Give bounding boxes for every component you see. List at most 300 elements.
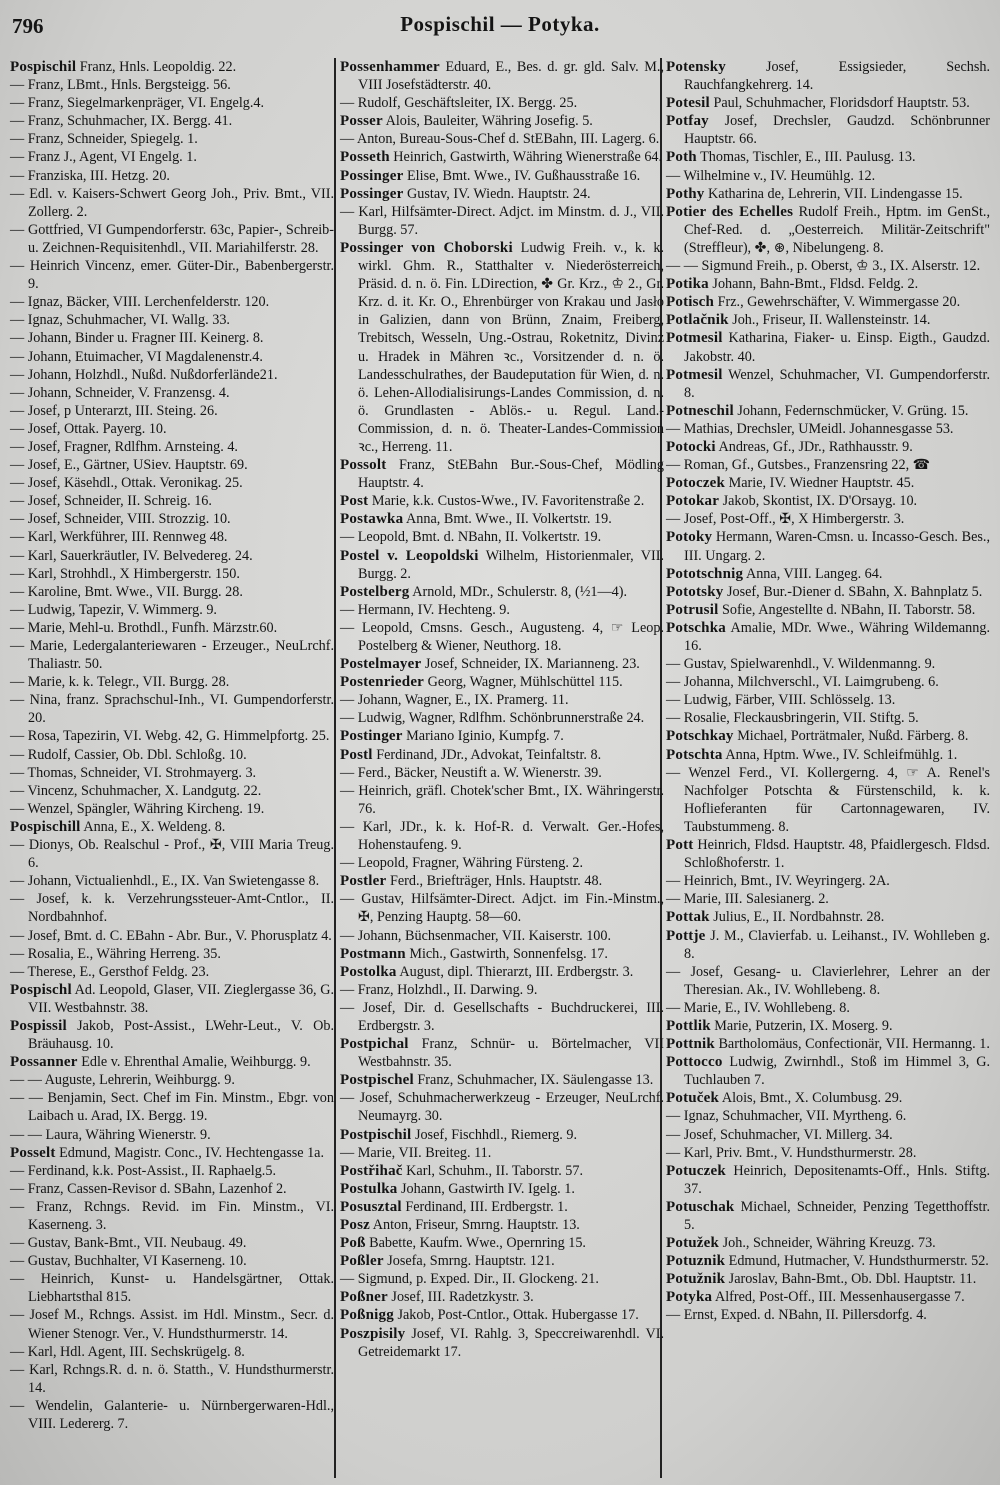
entry-details: — Dionys, Ob. Realschul - Prof., ✠, VIII Maria Treug. 6. [10, 837, 334, 872]
directory-entry [10, 148, 334, 166]
directory-entry [340, 510, 664, 528]
entry-details: — Marie, VII. Breiteg. 11. [340, 1144, 492, 1161]
entry-details: Joh., Schneider, Währing Kreuzg. 73. [719, 1235, 936, 1252]
entry-details: Michael, Schneider, Penzing Tegetthoffstr. 5. [684, 1198, 990, 1233]
entry-details: Bartholomäus, Confectionär, VII. Hermanng. 1. [714, 1036, 990, 1053]
directory-entry [340, 203, 664, 239]
directory-entry [10, 456, 334, 474]
entry-details: Josef, Essigsieder, Sechsh. Rauchfangkehrerg. 14. [684, 59, 990, 94]
entry-details: Georg, Wagner, Mühlschüttel 115. [424, 674, 623, 691]
entry-details: Josef, Fischhdl., Riemerg. 9. [411, 1126, 578, 1143]
directory-entry [10, 311, 334, 329]
entry-details: Heinrich, Fldsd. Hauptstr. 48, Pfaidlergesch. Fldsd. Schloßhoferstr. 1. [684, 837, 990, 872]
entry-surname: Potier des Echelles [666, 203, 794, 220]
entry-surname: Pottje [666, 927, 706, 944]
entry-details: — Karl, Sauerkräutler, IV. Belvedereg. 24. [10, 547, 253, 564]
directory-entry [340, 1306, 664, 1324]
directory-entry [340, 1035, 664, 1071]
entry-details: Amalie, MDr. Wwe., Währing Wildemanng. 16. [684, 619, 990, 654]
directory-entry [340, 727, 664, 745]
directory-entry [666, 58, 990, 94]
column-1 [10, 58, 334, 1433]
entry-details: — Johann, Wagner, E., IX. Pramerg. 11. [340, 692, 569, 709]
entry-details: — Josef, Schneider, VIII. Strozzig. 10. [10, 511, 231, 528]
entry-surname: Postel v. Leopoldski [340, 547, 479, 564]
entry-details: — Karl, Strohhdl., X Himbergerstr. 150. [10, 565, 240, 582]
directory-entry [666, 890, 990, 908]
entry-details: — — Sigmund Freih., p. Oberst, ♔ 3., IX. Alserstr. 12. [666, 258, 981, 275]
directory-entry [10, 94, 334, 112]
entry-details: — Josef, Ottak. Payerg. 10. [10, 420, 167, 437]
directory-entry [340, 854, 664, 872]
entry-details: — Josef, Post-Off., ✠, X Himbergerstr. 3. [666, 511, 905, 528]
entry-surname: Poszpisily [340, 1325, 406, 1342]
directory-entry [666, 1306, 990, 1324]
entry-details: — Heinrich, gräfl. Chotek'scher Bmt., IX. Währingerstr. 76. [340, 782, 664, 817]
entry-details: Heinrich, Gastwirth, Währing Wienerstraße 64. [389, 149, 663, 166]
directory-entry [10, 528, 334, 546]
entry-details: Josef, Drechsler, Gaudzd. Schönbrunner Hauptstr. 66. [684, 113, 990, 148]
entry-details: — Wenzel, Spängler, Währing Kircheng. 19. [10, 800, 265, 817]
directory-entry [666, 1089, 990, 1107]
directory-entry [10, 1162, 334, 1180]
directory-entry [666, 1126, 990, 1144]
entry-details: — Marie, Ledergalanteriewaren - Erzeuger., NeuLrchf. Thaliastr. 50. [10, 638, 334, 673]
directory-entry [10, 58, 334, 76]
directory-entry [10, 1343, 334, 1361]
directory-entry [340, 1198, 664, 1216]
directory-entry [340, 999, 664, 1035]
directory-entry [666, 528, 990, 564]
entry-surname: Possinger [340, 167, 404, 184]
running-title: Pospischil — Potyka. [400, 12, 600, 36]
entry-details: — Gustav, Bank-Bmt., VII. Neubaug. 49. [10, 1235, 247, 1252]
entry-surname: Pottlik [666, 1017, 711, 1034]
directory-entry [666, 908, 990, 926]
entry-details: Jakob, Skontist, IX. D'Orsayg. 10. [719, 493, 918, 510]
entry-details: — Ludwig, Wagner, Rdlfhm. Schönbrunnerstraße 24. [340, 710, 645, 727]
entry-details: Sofie, Angestellte d. NBahn, II. Taborstr. 58. [718, 601, 976, 618]
entry-surname: Postler [340, 873, 387, 890]
directory-entry [340, 890, 664, 926]
directory-entry [10, 185, 334, 221]
directory-entry [10, 420, 334, 438]
entry-surname: Postulka [340, 1180, 398, 1197]
entry-surname: Potoky [666, 529, 713, 546]
directory-entry [340, 619, 664, 655]
entry-details: Hermann, Waren-Cmsn. u. Incasso-Gesch. Bes., III. Ungarg. 2. [684, 529, 990, 564]
directory-entry [666, 148, 990, 166]
directory-entry [666, 764, 990, 836]
entry-details: Alois, Bmt., X. Columbusg. 29. [719, 1090, 903, 1107]
entry-details: — Josef, p Unterarzt, III. Steing. 26. [10, 402, 218, 419]
directory-entry [666, 438, 990, 456]
entry-details: Ludwig Freih. v., k. k. wirkl. Ghm. R., Statthalter v. Niederösterreich, Präsid. d. n. ö. Fin. LDirection, ✤ Gr. Krz., ♔ 2., Gr. Krz. d. it. Kr. O., Ehrenbürger von Krakau und Jasło in Galizien, dann von Brünn, Znaim, Freiberg, Trebitsch, Wesseln, Ung.-Ostrau, Roketnitz, Divinz u. Hradek in Mähren ꝛc., Vorsitzender d. n. ö. Landesschulrathes, der Baudeputation für Wien, d. n. ö. Lehen-Allodialisirungs-Landes Commission, d. n. ö. Grundlasten - Ablös.- u. Regul. Land.-Commission, d. n. ö. Theater-Landes-Commission ꝛc., Herreng. 11. [358, 239, 664, 455]
directory-entry [10, 981, 334, 1017]
directory-entry [340, 528, 664, 546]
entry-surname: Postinger [340, 728, 403, 745]
directory-entry [340, 709, 664, 727]
entry-surname: Potschkay [666, 728, 734, 745]
entry-details: — Karl, Werkführer, III. Rennweg 48. [10, 529, 228, 546]
entry-details: Josef, Schneider, IX. Marianneng. 23. [421, 656, 640, 673]
directory-entry [10, 583, 334, 601]
directory-entry [666, 1035, 990, 1053]
entry-surname: Postřihač [340, 1162, 403, 1179]
directory-entry [340, 239, 664, 456]
entry-details: J. M., Clavierfab. u. Leihanst., IV. Wohlleben g. 8. [684, 927, 990, 962]
directory-entry [666, 293, 990, 311]
directory-entry [666, 927, 990, 963]
directory-entry [10, 673, 334, 691]
directory-entry [10, 764, 334, 782]
directory-entry [340, 1252, 664, 1270]
entry-details: August, dipl. Thierarzt, III. Erdbergstr. 3. [396, 963, 634, 980]
directory-entry [10, 1126, 334, 1144]
directory-entry [10, 1017, 334, 1053]
directory-entry [340, 872, 664, 890]
entry-surname: Posz [340, 1217, 370, 1233]
entry-details: Eduard, E., Bes. d. gr. gld. Salv. M., VIII Josefstädterstr. 40. [358, 59, 664, 94]
entry-surname: Postpischel [340, 1072, 414, 1089]
entry-details: Julius, E., II. Nordbahnstr. 28. [709, 909, 885, 926]
entry-surname: Potmesil [666, 330, 723, 347]
entry-details: — Gustav, Spielwarenhdl., V. Wildenmanng. 9. [666, 656, 936, 673]
directory-entry [340, 655, 664, 673]
entry-details: Elise, Bmt. Wwe., IV. Gußhausstraße 16. [403, 167, 641, 184]
entry-details: — Ignaz, Bäcker, VIII. Lerchenfelderstr. 120. [10, 294, 270, 311]
directory-entry [666, 872, 990, 890]
entry-surname: Posusztal [340, 1198, 402, 1215]
entry-surname: Pospischil [10, 59, 77, 75]
directory-entry [340, 130, 664, 148]
entry-details: — Josef, k. k. Verzehrungssteuer-Amt-Cntlor., II. Nordbahnhof. [10, 891, 334, 926]
entry-details: Anna, Hptm. Wwe., IV. Schleifmühlg. 1. [722, 746, 958, 763]
entry-details: Joh., Friseur, II. Wallensteinstr. 14. [728, 312, 931, 329]
directory-entry [666, 1252, 990, 1270]
entry-details: — Johann, Schneider, V. Franzensg. 4. [10, 384, 230, 401]
entry-details: — Heinrich, Kunst- u. Handelsgärtner, Ottak. Liebhartsthal 815. [10, 1271, 334, 1306]
entry-details: — Josef, Fragner, Rdlfhm. Arnsteing. 4. [10, 438, 238, 455]
entry-surname: Potneschil [666, 402, 734, 419]
directory-entry [340, 1180, 664, 1198]
directory-entry [666, 257, 990, 275]
entry-details: Franz, Schuhmacher, IX. Säulengasse 13. [413, 1072, 654, 1089]
column-2 [340, 58, 664, 1361]
directory-entry [10, 1089, 334, 1125]
entry-details: Josef, VI. Rahlg. 3, Speccreiwarenhdl. VI. Getreidemarkt 17. [358, 1325, 664, 1360]
directory-entry [340, 492, 664, 510]
entry-details: Franz, StEBahn Bur.-Sous-Chef, Mödling Hauptstr. 4. [358, 457, 664, 492]
entry-details: — Marie, k. k. Telegr., VII. Burgg. 28. [10, 674, 230, 691]
entry-surname: Potužek [666, 1235, 720, 1252]
entry-details: Gustav, IV. Wiedn. Hauptstr. 24. [403, 185, 591, 202]
entry-details: Johann, Gastwirth IV. Igelg. 1. [397, 1180, 575, 1197]
entry-surname: Postolka [340, 963, 397, 980]
entry-details: — Karl, Rchngs.R. d. n. ö. Statth., V. Hundsthurmerstr. 14. [10, 1361, 334, 1396]
entry-surname: Potuznik [666, 1253, 726, 1270]
entry-surname: Potlačnik [666, 312, 729, 329]
directory-entry [340, 1126, 664, 1144]
entry-surname: Postmann [340, 945, 406, 962]
entry-details: — Anton, Bureau-Sous-Chef d. StEBahn, III. Lagerg. 6. [340, 131, 660, 148]
entry-details: — Franz, Schneider, Spiegelg. 1. [10, 131, 198, 148]
directory-entry [666, 167, 990, 185]
directory-entry [666, 1144, 990, 1162]
entry-details: — Rosalia, E., Währing Herreng. 35. [10, 945, 221, 962]
entry-surname: Poßner [340, 1289, 388, 1306]
entry-details: Michael, Porträtmaler, Nußd. Färberg. 8. [733, 728, 969, 745]
column-3 [666, 58, 990, 1325]
entry-surname: Posser [340, 113, 383, 130]
directory-entry [10, 565, 334, 583]
entry-details: Jakob, Post-Cntlor., Ottak. Hubergasse 17. [393, 1307, 639, 1324]
entry-details: — Edl. v. Kaisers-Schwert Georg Joh., Priv. Bmt., VII. Zollerg. 2. [10, 185, 334, 220]
entry-details: Alfred, Post-Off., III. Messenhausergasse 7. [712, 1289, 965, 1306]
directory-entry [10, 746, 334, 764]
entry-details: — Heinrich Vincenz, emer. Güter-Dir., Babenbergerstr. 9. [10, 258, 334, 293]
entry-details: Franz, Hnls. Leopoldig. 22. [76, 59, 237, 75]
entry-details: — Karl, Priv. Bmt., V. Hundsthurmerstr. 28. [666, 1144, 917, 1161]
directory-entry [10, 836, 334, 872]
directory-entry [666, 583, 990, 601]
entry-details: Ferdinand, JDr., Advokat, Teinfaltstr. 8. [372, 746, 602, 763]
entry-details: Jaroslav, Bahn-Bmt., Ob. Dbl. Hauptstr. 11. [725, 1271, 977, 1288]
entry-details: Marie, IV. Wiedner Hauptstr. 45. [725, 475, 915, 492]
entry-details: — Karl, Hdl. Agent, III. Sechskrügelg. 8. [10, 1343, 245, 1360]
directory-entry [666, 492, 990, 510]
entry-details: — Josef, Schuhmacher, VI. Millerg. 34. [666, 1126, 893, 1143]
directory-entry [10, 1071, 334, 1089]
directory-entry [340, 963, 664, 981]
directory-entry [666, 311, 990, 329]
entry-details: — Mathias, Drechsler, UMeidl. Johannesgasse 53. [666, 420, 954, 437]
entry-details: — Rudolf, Cassier, Ob. Dbl. Schloßg. 10. [10, 746, 247, 763]
directory-entry [340, 818, 664, 854]
directory-entry [10, 112, 334, 130]
entry-details: Franz, Schnür- u. Börtelmacher, VII Westbahnstr. 35. [358, 1036, 664, 1071]
entry-details: Katharina de, Lehrerin, VII. Lindengasse 15. [704, 185, 963, 202]
directory-entry [10, 293, 334, 311]
directory-entry [340, 112, 664, 130]
directory-entry [10, 1198, 334, 1234]
directory-entry [10, 945, 334, 963]
entry-details: — Josef, E., Gärtner, USiev. Hauptstr. 69. [10, 457, 248, 474]
entry-details: — Gustav, Hilfsämter-Direct. Adjct. im Fin.-Minstm., ✠, Penzing Hauptg. 58—60. [340, 891, 664, 926]
directory-entry [340, 1325, 664, 1361]
directory-entry [666, 1107, 990, 1125]
entry-details: — Rudolf, Geschäftsleiter, IX. Bergg. 25. [340, 95, 578, 112]
entry-details: Alois, Bauleiter, Währing Josefig. 5. [382, 113, 593, 130]
entry-details: — Leopold, Cmsns. Gesch., Augusteng. 4, ☞ Leop. Postelberg & Wiener, Neuthorg. 18. [340, 619, 664, 654]
entry-details: — Vincenz, Schuhmacher, X. Landgutg. 22. [10, 782, 262, 799]
directory-entry [340, 746, 664, 764]
directory-entry [666, 1053, 990, 1089]
entry-surname: Potmesil [666, 366, 723, 383]
directory-entry [340, 583, 664, 601]
directory-entry [666, 619, 990, 655]
directory-entry [10, 547, 334, 565]
directory-entry [666, 474, 990, 492]
entry-surname: Potika [666, 276, 709, 293]
entry-surname: Poth [666, 149, 697, 166]
directory-entry [10, 366, 334, 384]
directory-entry [666, 601, 990, 619]
entry-details: — Karl, JDr., k. k. Hof-R. d. Verwalt. Ger.-Hofes, Hohenstaufeng. 9. [340, 818, 664, 854]
entry-surname: Postawka [340, 511, 404, 528]
entry-details: — Josef, Käsehdl., Ottak. Veronikag. 25. [10, 475, 243, 492]
entry-details: Edmund, Magistr. Conc., IV. Hechtengasse 1a. [55, 1144, 325, 1161]
column-divider [334, 58, 336, 1478]
directory-entry [340, 58, 664, 94]
entry-details: Rudolf Freih., Hptm. im GenSt., Chef-Red. d. „Oesterreich. Militär-Zeitschrift" (Streffleur), ✤, ⊛, Nibelungeng. 8. [684, 203, 990, 256]
entry-details: — Franz, Rchngs. Revid. im Fin. Minstm., VI. Kaserneng. 3. [10, 1198, 334, 1233]
entry-details: — Franz J., Agent, VI Engelg. 1. [10, 149, 197, 166]
entry-surname: Possolt [340, 457, 387, 474]
entry-details: — Franz, Siegelmarkenpräger, VI. Engelg.4. [10, 95, 265, 112]
entry-details: Thomas, Tischler, E., III. Paulusg. 13. [696, 149, 916, 166]
directory-entry [340, 547, 664, 583]
directory-entry [10, 1053, 334, 1071]
directory-entry [10, 348, 334, 366]
entry-details: — — Laura, Währing Wienerstr. 9. [10, 1126, 211, 1143]
entry-surname: Poßler [340, 1253, 384, 1270]
entry-surname: Potužnik [666, 1271, 726, 1288]
directory-entry [340, 782, 664, 818]
entry-details: Ferdinand, III. Erdbergstr. 1. [401, 1198, 568, 1215]
directory-entry [340, 1288, 664, 1306]
entry-details: — Franz, Cassen-Revisor d. SBahn, Lazenhof 2. [10, 1180, 287, 1197]
directory-entry [10, 130, 334, 148]
directory-entry [666, 673, 990, 691]
entry-details: — Leopold, Bmt. d. NBahn, II. Volkertstr. 19. [340, 529, 602, 546]
entry-details: Josef, III. Radetzkystr. 3. [387, 1289, 534, 1306]
entry-surname: Potrusil [666, 601, 719, 618]
entry-surname: Posselt [10, 1144, 56, 1161]
entry-details: Marie, k.k. Custos-Wwe., IV. Favoritenstraße 2. [368, 493, 645, 510]
entry-details: — Rosalie, Fleckausbringerin, VII. Stiftg. 5. [666, 710, 919, 727]
directory-entry [10, 890, 334, 926]
directory-entry [666, 112, 990, 148]
entry-details: — Karl, Hilfsämter-Direct. Adjct. im Minstm. d. J., VII. Burgg. 57. [340, 203, 664, 238]
entry-surname: Potuczek [666, 1162, 726, 1179]
entry-details: — Gottfried, VI Gumpendorferstr. 63c, Papier-, Schreib- u. Zeichnen-Requisitenhdl., VII. Mariahilferstr. 28. [10, 221, 334, 256]
entry-details: — Heinrich, Bmt., IV. Weyringerg. 2A. [666, 873, 890, 890]
entry-details: — Johann, Binder u. Fragner III. Keinerg. 8. [10, 330, 264, 347]
directory-entry [10, 474, 334, 492]
directory-entry [666, 1017, 990, 1035]
directory-entry [10, 1252, 334, 1270]
directory-entry [340, 927, 664, 945]
entry-details: Andreas, Gf., JDr., Rathhausstr. 9. [715, 438, 913, 455]
entry-surname: Potschka [666, 619, 726, 636]
entry-details: — Franziska, III. Hetzg. 20. [10, 167, 170, 184]
directory-entry [10, 1361, 334, 1397]
directory-entry [666, 963, 990, 999]
entry-surname: Pototschnig [666, 565, 744, 582]
entry-surname: Possinger [340, 185, 404, 202]
directory-entry [10, 963, 334, 981]
entry-surname: Potisch [666, 294, 715, 311]
entry-details: — Leopold, Fragner, Währing Fürsteng. 2. [340, 855, 584, 872]
directory-entry [666, 94, 990, 112]
directory-entry [10, 782, 334, 800]
entry-surname: Possenhammer [340, 59, 440, 75]
entry-details: — Josef, Schuhmacherwerkzeug - Erzeuger, NeuLrchf. Neumayrg. 30. [340, 1090, 664, 1125]
entry-details: Marie, Putzerin, IX. Moserg. 9. [710, 1017, 893, 1034]
entry-surname: Pott [666, 837, 694, 854]
directory-entry [666, 275, 990, 293]
entry-details: Karl, Schuhm., II. Taborstr. 57. [402, 1162, 584, 1179]
entry-details: — Josef M., Rchngs. Assist. im Hdl. Minstm., Secr. d. Wiener Stenogr. Ver., V. Hundsthurmerstr. 14. [10, 1307, 334, 1342]
entry-details: Anton, Friseur, Smrng. Hauptstr. 13. [369, 1217, 580, 1233]
directory-entry [10, 438, 334, 456]
entry-details: — Ferd., Bäcker, Neustift a. W. Wienerstr. 39. [340, 764, 602, 781]
entry-details: Katharina, Fiaker- u. Einsp. Eigth., Gaudzd. Jakobstr. 40. [684, 330, 990, 365]
directory-entry [10, 329, 334, 347]
directory-entry [10, 619, 334, 637]
directory-entry [10, 727, 334, 745]
entry-details: Anna, Bmt. Wwe., II. Volkertstr. 19. [403, 511, 612, 528]
entry-surname: Potoczek [666, 475, 726, 492]
entry-details: — Josef, Schneider, II. Schreig. 16. [10, 493, 212, 510]
entry-details: Anna, E., X. Weldeng. 8. [80, 818, 226, 835]
entry-surname: Poßnigg [340, 1307, 394, 1324]
entry-details: — Josef, Gesang- u. Clavierlehrer, Lehrer an der Theresian. Ak., IV. Wohllebeng. 8. [666, 963, 990, 998]
entry-surname: Pospischl [10, 981, 72, 998]
entry-details: Anna, VIII. Langeg. 64. [743, 565, 883, 582]
directory-entry [10, 1234, 334, 1252]
entry-details: — Therese, E., Gersthof Feldg. 23. [10, 963, 210, 980]
entry-surname: Potuschak [666, 1198, 735, 1215]
entry-surname: Potesil [666, 95, 710, 112]
entry-details: Johann, Bahn-Bmt., Fldsd. Feldg. 2. [708, 276, 919, 293]
entry-surname: Poß [340, 1235, 366, 1252]
directory-entry [10, 76, 334, 94]
entry-details: — Marie, III. Salesianerg. 2. [666, 891, 829, 908]
entry-details: Ad. Leopold, Glaser, VII. Zieglergasse 36, G. VII. Westbahnstr. 38. [28, 981, 334, 1016]
entry-surname: Pottak [666, 909, 710, 926]
entry-details: — Marie, E., IV. Wohllebeng. 8. [666, 999, 850, 1016]
entry-surname: Possanner [10, 1054, 78, 1071]
directory-entry [340, 94, 664, 112]
directory-entry [340, 1162, 664, 1180]
entry-surname: Potensky [666, 59, 726, 75]
entry-surname: Potocki [666, 438, 716, 455]
directory-entry [340, 1270, 664, 1288]
entry-surname: Postpichal [340, 1036, 409, 1053]
entry-details: — Nina, franz. Sprachschul-Inh., VI. Gumpendorferstr. 20. [10, 692, 334, 727]
directory-entry [666, 999, 990, 1017]
entry-surname: Post [340, 493, 369, 510]
entry-details: — Ernst, Exped. d. NBahn, II. Pillersdorfg. 4. [666, 1307, 927, 1324]
directory-entry [10, 1144, 334, 1162]
entry-surname: Postl [340, 746, 373, 763]
entry-surname: Pothy [666, 185, 705, 202]
entry-details: — Wenzel Ferd., VI. Kollergerng. 4, ☞ A. Renel's Nachfolger Potschta & Fürstenschild, k. k. Hoflieferanten für Cartonnagewaren, IV. Taubstummeng. 8. [666, 764, 990, 835]
directory-entry [340, 764, 664, 782]
directory-entry [10, 800, 334, 818]
entry-details: Ludwig, Zwirnhdl., Stoß im Himmel 3, G. Tuchlauben 7. [684, 1054, 990, 1089]
entry-details: — Franz, Holzhdl., II. Darwing. 9. [340, 981, 538, 998]
directory-entry [666, 1234, 990, 1252]
directory-entry [666, 1288, 990, 1306]
directory-entry [666, 420, 990, 438]
entry-details: — — Auguste, Lehrerin, Weihburgg. 9. [10, 1072, 235, 1089]
directory-entry [666, 366, 990, 402]
directory-entry [340, 1216, 664, 1234]
directory-entry [10, 637, 334, 673]
